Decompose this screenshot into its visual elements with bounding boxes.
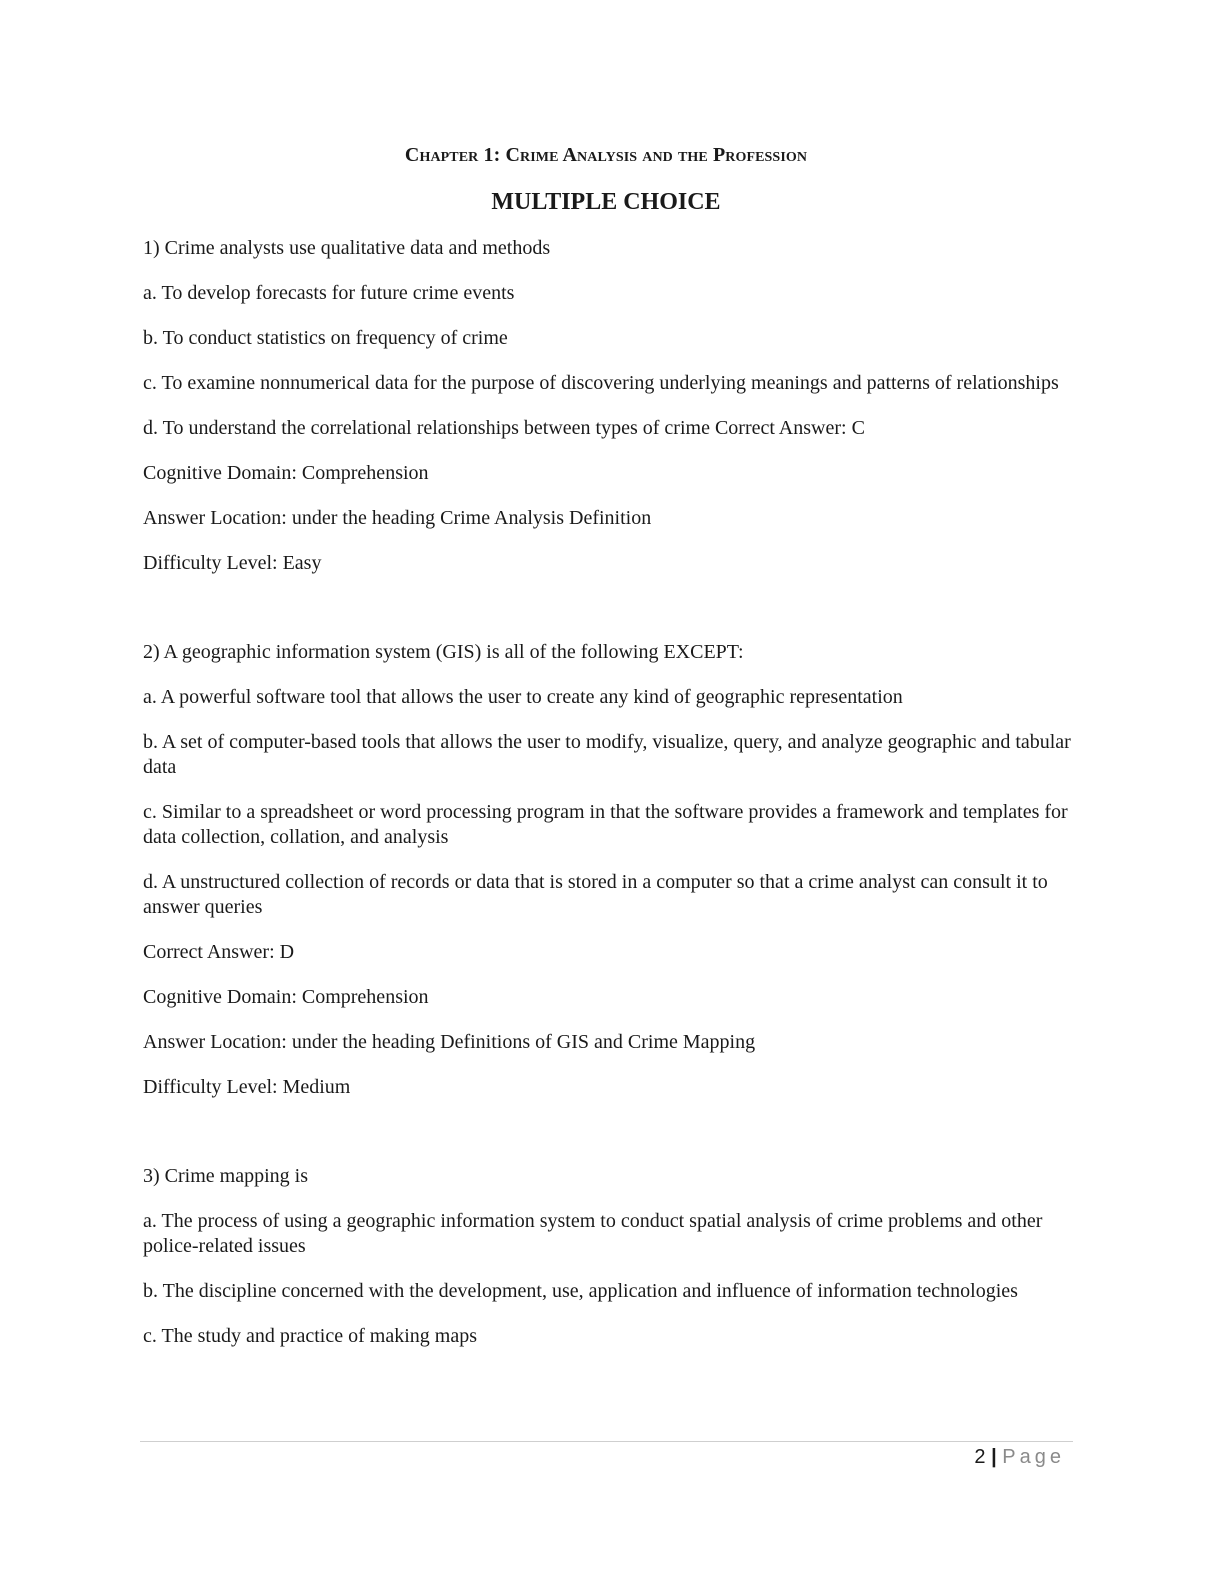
question-spacer	[143, 596, 1073, 640]
page-footer	[974, 1446, 1065, 1469]
question-1-option-d: d. To understand the correlational relationships between types of crime Correct Answer: C	[143, 417, 865, 439]
question-1-answer-location: Answer Location: under the heading Crime Analysis Definition	[143, 507, 652, 529]
question-2-difficulty: Difficulty Level: Medium	[143, 1076, 351, 1098]
section-title: MULTIPLE CHOICE	[491, 189, 721, 215]
question-1-option-b: b. To conduct statistics on frequency of crime	[143, 327, 508, 349]
question-1-option-a: a. To develop forecasts for future crime events	[143, 282, 515, 304]
question-2-correct-answer: Correct Answer: D	[143, 941, 295, 963]
question-3-option-c: c. The study and practice of making maps	[143, 1325, 477, 1347]
question-2-option-a: a. A powerful software tool that allows the user to create any kind of geographic representation	[143, 686, 903, 708]
question-2-stem: 2) A geographic information system (GIS) is all of the following EXCEPT:	[143, 641, 744, 663]
question-1-stem: 1) Crime analysts use qualitative data and methods	[143, 237, 551, 259]
question-2-cognitive-domain: Cognitive Domain: Comprehension	[143, 986, 429, 1008]
question-2-option-c: c. Similar to a spreadsheet or word processing program in that the software provides a framework and templates for data collection, collation, and analysis	[143, 801, 1068, 848]
footer-divider	[140, 1441, 1073, 1442]
footer-separator: |	[991, 1446, 997, 1468]
question-spacer	[143, 1120, 1073, 1164]
question-3-stem: 3) Crime mapping is	[143, 1165, 308, 1187]
question-2-option-d: d. A unstructured collection of records or data that is stored in a computer so that a crime analyst can consult it to answer queries	[143, 871, 1048, 918]
page-number: 2	[974, 1446, 986, 1468]
question-1-cognitive-domain: Cognitive Domain: Comprehension	[143, 462, 429, 484]
question-3-option-a: a. The process of using a geographic information system to conduct spatial analysis of crime problems and other police-related issues	[143, 1210, 1043, 1257]
question-3-option-b: b. The discipline concerned with the development, use, application and influence of information technologies	[143, 1280, 1018, 1302]
question-2-option-b: b. A set of computer-based tools that allows the user to modify, visualize, query, and analyze geographic and tabular data	[143, 731, 1071, 778]
question-1-option-c: c. To examine nonnumerical data for the purpose of discovering underlying meanings and patterns of relationships	[143, 372, 1059, 394]
questions-body	[143, 236, 1073, 1369]
question-1-difficulty: Difficulty Level: Easy	[143, 552, 322, 574]
page-label: Page	[1002, 1446, 1065, 1468]
chapter-title: Chapter 1: Crime Analysis and the Profession	[404, 144, 808, 166]
question-2-answer-location: Answer Location: under the heading Definitions of GIS and Crime Mapping	[143, 1031, 756, 1053]
